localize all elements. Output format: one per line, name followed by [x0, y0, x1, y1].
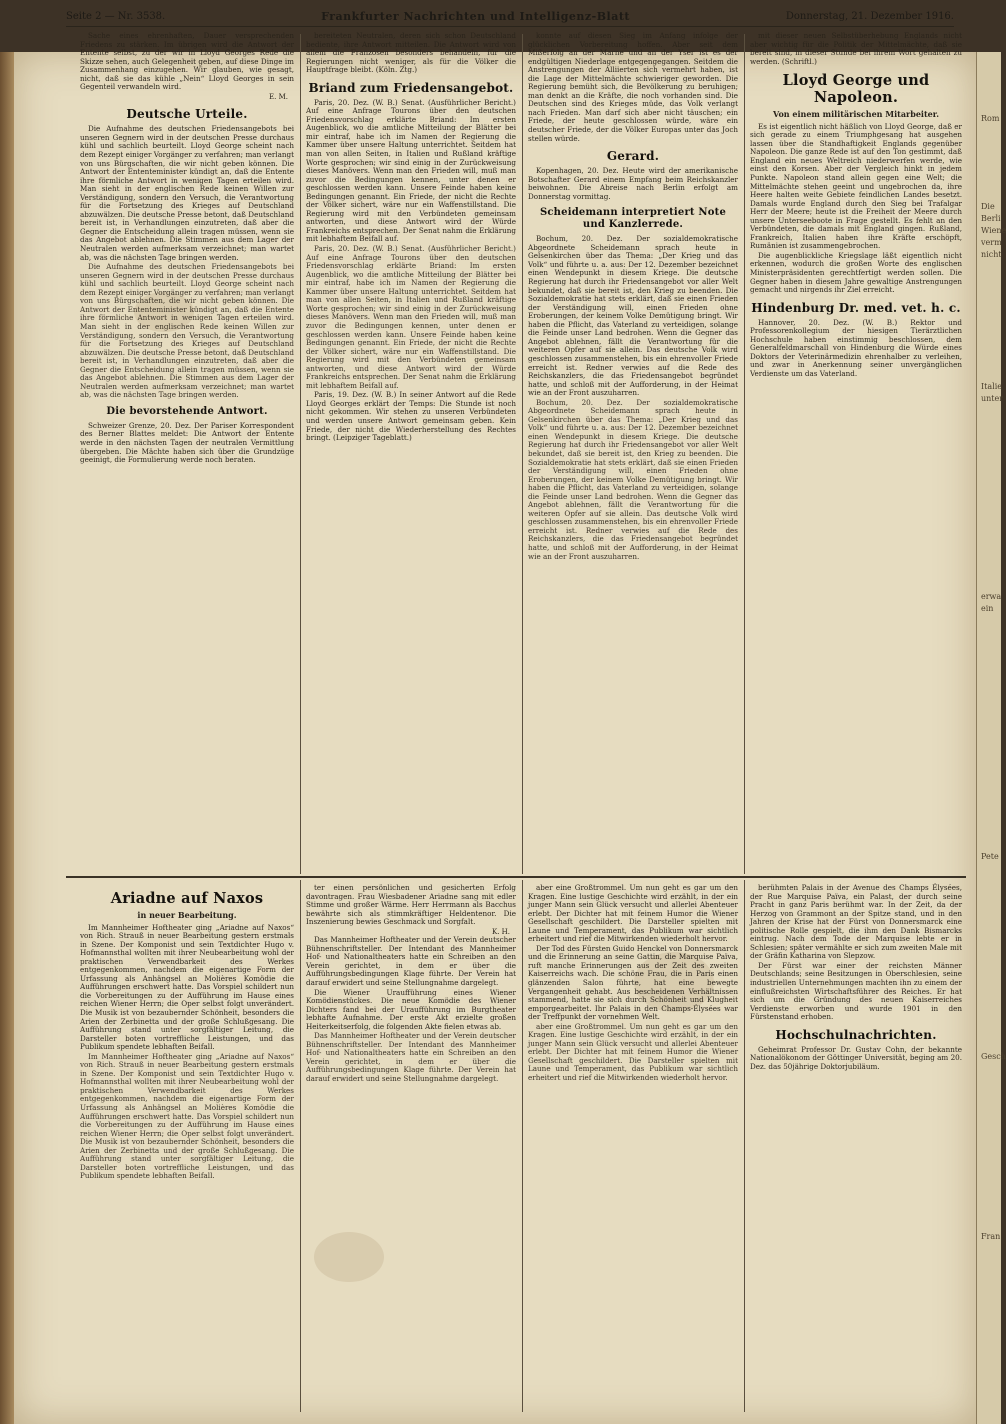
article-subhead: in neuer Bearbeitung. — [137, 910, 237, 920]
article-text: Der Tod des Fürsten Guido Henckel von Donnersmarck und die Erinnerung an seine Gattin, die Marquise Païva, ruft manche Erinnerungen aus der Zeit des zweiten Kaiserreichs wach. Die schöne Frau, die in Paris einen glänzenden Salon führte, hat eine bewegte Vergangenheit gehabt. Aus bescheidenen Verhältnissen stammend, hatte sie sich durch Schönheit und Klugheit emporgearbeitet. Ihr Palais in den Champs-Élysées war der Treffpunkt der vornehmen Welt. — [528, 943, 739, 1022]
author-signature: K. H. — [491, 927, 510, 936]
headline-scheidemann: Scheidemann interpretiert Note und Kanzlerrede. — [539, 207, 727, 231]
article-text: ter einen persönlichen und gesicherten Erfolg davontragen. Frau Wiesbadener Ariadne sang mit edler Stimme und großer Wärme. Herr Herrmann als Bacchus bewährte sich als stimmkräftiger Heldentenor. Die Inszenierung bewies Geschmack und Sorgfalt. — [306, 883, 516, 927]
article-text: aber eine Großtrommel. Um nun geht es gar um den Kragen. Eine lustige Geschichte wird erzählt, in der ein junger Mann sein Glück versucht und allerlei Abenteuer erlebt. Der Dichter hat mit feinem Humor die Wiener Gesellschaft geschildert. Die Darsteller spielten mit Laune und Temperament, das Publikum war sichtlich erheitert und rief die Mitwirkenden wiederholt hervor. — [528, 883, 738, 944]
article-text: Der Fürst war einer der reichsten Männer Deutschlands; seine Besitzungen in Oberschlesien, seine industriellen Unternehmungen machten ihn zu einem der einflußreichsten Wirtschaftsführer des Reiches. Er hat sich um die Gründung des neuen Kaiserreiches Verdienste erworben und wurde 1901 in den Fürstenstand erhoben. — [750, 960, 962, 1022]
article-text: Das Mannheimer Hoftheater und der Verein deutscher Bühnenschriftsteller. Der Intendant des Mannheimer Hof- und Nationaltheaters hatte ein Schreiben an den Verein gerichtet, in dem er über die Aufführungsbedingungen Klage führte. Der Verein hat darauf erwidert und seine Stellungnahme dargelegt. — [306, 935, 516, 988]
headline-briand: Briand zum Friedensangebot. — [308, 80, 514, 95]
article-text: Sache eines ehrenhaften, Dauer versprechenden Friedens zu stärken. Im übrigen wird die Antwort der Entente selbst, zu der wir in Lloyd Georges Rede die Skizze sehen, auch Gelegenheit geben, auf diese Dinge im Zusammenhang einzugehen. Wir glauben, wie gesagt, nicht, daß sie das kühle „Nein“ Lloyd Georges in sein Gegenteil verwandeln wird. — [80, 31, 294, 92]
column-divider — [300, 34, 301, 874]
adjacent-page-strip: Rom Die Berli Wiene verm nicht Italie unter erwa ein Pete Gesch Fran — [976, 52, 1001, 1424]
column-divider — [522, 880, 523, 1412]
article-subhead: Von einem militärischen Mitarbeiter. — [772, 109, 940, 120]
section-divider — [66, 876, 966, 878]
article-text: Bochum, 20. Dez. Der sozialdemokratische Abgeordnete Scheidemann sprach heute in Gelsenkirchen über das Thema: „Der Krieg und das Volk“ und führte u. a. aus: Der 12. Dezember bezeichnet einen Wendepunkt in diesem Kriege. Die deutsche Regierung hat durch ihr Friedensangebot vor aller Welt bekundet, daß sie bereit ist, den Krieg zu beenden. Die Sozialdemokratie hat stets erklärt, daß sie einen Frieden der Verständigung will, einen Frieden ohne Eroberungen, der keinem Volke Demütigung bringt. Wir haben die Pflicht, das Vaterland zu verteidigen, solange die Feinde unser Land bedrohen. Wenn die Gegner das Angebot ablehnen, fällt die Verantwortung für die weiteren Opfer auf sie allein. Das deutsche Volk wird geschlossen zusammenstehen, bis ein ehrenvoller Friede erreicht ist. Redner verwies auf die Rede des Reichskanzlers, die das Friedensangebot begründet hatte, und schloß mit der Aufforderung, in der Heimat wie an der Front auszuharren. — [528, 397, 738, 561]
article-text: bereiteten Neutralen, deren sich schon Deutschland bediente, ihre Antwort mitteilen. Die Antwort wird von allem die Franzosen besonders behandeln, für die Regierungen nicht weniger, als für die Völker die Hauptfrage bleibt. (Köln. Ztg.) — [306, 31, 516, 75]
column-2 — [306, 32, 516, 872]
column-4 — [750, 32, 962, 872]
headline-hindenburg: Hindenburg Dr. med. vet. h. c. — [751, 300, 961, 315]
article-text: Schweizer Grenze, 20. Dez. Der Pariser Korrespondent des Berner Blattes meldet: Die Antwort der Entente werde in den nächsten Tagen der neutralen Vermittlung übergeben. Die Mächte haben sich über die Grundzüge geeinigt, die Formulierung werde noch beraten. — [80, 420, 294, 465]
column-divider — [744, 880, 745, 1412]
author-signature: E. M. — [269, 92, 288, 101]
headline-gerard: Gerard. — [606, 149, 660, 164]
article-text: konnte auf diesen Sieg im Anfang infolge der glücklichen Vorbereitung hoffen. Aber seit dem Mißerfolg an der Marne und an der Yser ist es der endgültigen Niederlage entgegengegangen. Seitdem die Anstrengungen der Alliierten sich vermehrt haben, ist die Lage der Mittelmächte schwieriger geworden. Die Regierung bemüht sich, die Bevölkerung zu beruhigen; man denkt an die Kräfte, die noch vorhanden sind. Die Deutschen sind des Krieges müde, das Volk verlangt nach Frieden. Man darf sich aber nicht täuschen; ein Friede, der heute geschlossen würde, wäre ein deutscher Friede, der die Völker Europas unter das Joch stellen würde. — [528, 31, 738, 143]
article-text: mit dieser neuen Selbstüberhebung Englands nicht aber wichtig für die Politik der Mittelmächte, daß sie bereit sind, in dieser Stunde bei ihrem Wort gehalten zu werden. (Schriftl.) — [750, 31, 962, 66]
lower-column-1 — [80, 884, 294, 1410]
column-divider — [744, 34, 745, 874]
article-text: Im Mannheimer Hoftheater ging „Ariadne auf Naxos“ von Rich. Strauß in neuer Bearbeitung gestern erstmals in Szene. Der Komponist und sein Textdichter Hugo v. Hofmannsthal wollten mit ihrer Neubearbeitung wohl der praktischen Verwendbarkeit des Werkes entgegenkommen, nachdem die eigenartige Form der Urfassung als Anhängsel an Molières Komödie die Aufführungen erschwert hatte. Das Vorspiel schildert nun die Vorbereitungen zu der Aufführung im Hause eines reichen Wiener Herrn; die Oper selbst folgt unverändert. Die Musik ist von bezaubernder Schönheit, besonders die Arien der Zerbinetta und der große Schlußgesang. Die Aufführung stand unter sorgfältiger Leitung, die Darsteller boten vortreffliche Leistungen, und das Publikum spendete lebhaften Beifall. — [80, 1051, 294, 1181]
article-text: aber eine Großtrommel. Um nun geht es gar um den Kragen. Eine lustige Geschichte wird erzählt, in der ein junger Mann sein Glück versucht und allerlei Abenteuer erlebt. Der Dichter hat mit feinem Humor die Wiener Gesellschaft geschildert. Die Darsteller spielten mit Laune und Temperament, das Publikum war sichtlich erheitert und rief die Mitwirkenden wiederholt hervor. — [528, 1021, 738, 1083]
lower-column-3 — [528, 884, 738, 1410]
article-text: Paris, 19. Dez. (W. B.) In seiner Antwort auf die Rede Lloyd Georges erklärt der Temps: Die Stunde ist noch nicht gekommen. Wir stehen zu unseren Verbündeten und werden unsere Antwort gemeinsam geben. Kein Friede, der nicht die Wiederherstellung des Rechtes bringt. (Leipziger Tageblatt.) — [306, 390, 516, 443]
page-number: Seite 2 — Nr. 3538. — [66, 10, 166, 22]
headline-ariadne: Ariadne auf Naxos — [110, 890, 264, 907]
headline-deutsche-urteile: Deutsche Urteile. — [126, 107, 248, 122]
article-text: Bochum, 20. Dez. Der sozialdemokratische Abgeordnete Scheidemann sprach heute in Gelsenkirchen über das Thema: „Der Krieg und das Volk“ und führte u. a. aus: Der 12. Dezember bezeichnet einen Wendepunkt in diesem Kriege. Die deutsche Regierung hat durch ihr Friedensangebot vor aller Welt bekundet, daß sie bereit ist, den Krieg zu beenden. Die Sozialdemokratie hat stets erklärt, daß sie einen Frieden der Verständigung will, einen Frieden ohne Eroberungen, der keinem Volke Demütigung bringt. Wir haben die Pflicht, das Vaterland zu verteidigen, solange die Feinde unser Land bedrohen. Wenn die Gegner das Angebot ablehnen, fällt die Verantwortung für die weiteren Opfer auf sie allein. Das deutsche Volk wird geschlossen zusammenstehen, bis ein ehrenvoller Friede erreicht ist. Redner verwies auf die Rede des Reichskanzlers, die das Friedensangebot begründet hatte, und schloß mit der Aufforderung, in der Heimat wie an der Front auszuharren. — [528, 234, 738, 398]
article-text: Das Mannheimer Hoftheater und der Verein deutscher Bühnenschriftsteller. Der Intendant des Mannheimer Hof- und Nationaltheaters hatte ein Schreiben an den Verein gerichtet, in dem er über die Aufführungsbedingungen Klage führte. Der Verein hat darauf erwidert und seine Stellungnahme dargelegt. — [306, 1031, 516, 1084]
binding-edge — [0, 52, 14, 1424]
article-text: Die Wiener Uraufführung eines Wiener Komödienstückes. Die neue Komödie des Wiener Dichters fand bei der Uraufführung im Burgtheater lebhafte Aufnahme. Der erste Akt erzielte großen Heiterkeitserfolg, die folgenden Akte fielen etwas ab. — [306, 987, 516, 1031]
issue-date: Donnerstag, 21. Dezember 1916. — [785, 10, 954, 22]
article-text: Paris, 20. Dez. (W. B.) Senat. (Ausführlicher Bericht.) Auf eine Anfrage Tourons über den deutschen Friedensvorschlag erklärte Briand: Im ersten Augenblick, wo die amtliche Mitteilung der Blätter bei mir eintraf, habe ich im Namen der Regierung die Kammer über unsere Haltung unterrichtet. Seitdem hat man von allen Seiten, in Italien und Rußland kräftige Worte gesprochen; wir sind einig in der Zurückweisung dieses Manövers. Wenn man den Frieden will, muß man zuvor die Bedingungen kennen, unter denen er geschlossen werden kann. Unsere Feinde haben keine Bedingungen genannt. Ein Friede, der nicht die Rechte der Völker sichert, wäre nur ein Waffenstillstand. Die Regierung wird mit den Verbündeten gemeinsam antworten, und diese Antwort wird der Würde Frankreichs entsprechen. Der Senat nahm die Erklärung mit lebhaftem Beifall auf. — [306, 97, 516, 244]
article-text: Hannover, 20. Dez. (W. B.) Rektor und Professorenkollegium der hiesigen Tierärztlichen Hochschule haben einstimmig beschlossen, dem Generalfeldmarschall von Hindenburg die Würde eines Doktors der Veterinärmedizin ehrenhalber zu verleihen, und zwar in Anerkennung seiner unvergänglichen Verdienste um das Vaterland. — [750, 317, 962, 378]
article-text: Paris, 20. Dez. (W. B.) Senat. (Ausführlicher Bericht.) Auf eine Anfrage Tourons über den deutschen Friedensvorschlag erklärte Briand: Im ersten Augenblick, wo die amtliche Mitteilung der Blätter bei mir eintraf, habe ich im Namen der Regierung die Kammer über unsere Haltung unterrichtet. Seitdem hat man von allen Seiten, in Italien und Rußland kräftige Worte gesprochen; wir sind einig in der Zurückweisung dieses Manövers. Wenn man den Frieden will, muß man zuvor die Bedingungen kennen, unter denen er geschlossen werden kann. Unsere Feinde haben keine Bedingungen genannt. Ein Friede, der nicht die Rechte der Völker sichert, wäre nur ein Waffenstillstand. Die Regierung wird mit den Verbündeten gemeinsam antworten, und diese Antwort wird der Würde Frankreichs entsprechen. Der Senat nahm die Erklärung mit lebhaftem Beifall auf. — [306, 244, 516, 390]
newspaper-title: Frankfurter Nachrichten und Intelligenz-Blatt — [321, 9, 630, 23]
headline-bevorstehende-antwort: Die bevorstehende Antwort. — [106, 405, 268, 417]
article-text: Die augenblickliche Kriegslage läßt eigentlich nicht erkennen, wodurch die großen Worte des englischen Ministerpräsidenten gerechtfertigt werden sollen. Die Gegner haben in diesem Jahre gewaltige Anstrengungen gemacht und nirgends ihr Ziel erreicht. — [750, 250, 962, 295]
column-divider — [522, 34, 523, 874]
article-text: Die Aufnahme des deutschen Friedensangebots bei unseren Gegnern wird in der deutschen Presse durchaus kühl und sachlich beurteilt. Lloyd George scheint nach dem Rezept einiger Vorgänger zu verfahren; man verlangt von uns Bürgschaften, die wir nicht geben können. Die Antwort der Ententeminister kündigt an, daß die Entente ihre förmliche Antwort in wenigen Tagen erteilen wird. Man sieht in der englischen Rede keinen Willen zur Verständigung, sondern den Versuch, die Verantwortung für die Fortsetzung des Krieges auf Deutschland abzuwälzen. Die deutsche Presse betont, daß Deutschland bereit ist, in Verhandlungen einzutreten, daß aber die Gegner die Entscheidung allein tragen müssen, wenn sie das Angebot ablehnen. Die Stimmen aus dem Lager der Neutralen werden aufmerksam verzeichnet; man wartet ab, was die nächsten Tage bringen werden. — [80, 124, 294, 262]
article-text: Geheimrat Professor Dr. Gustav Cohn, der bekannte Nationalökonom der Göttinger Universität, beging am 20. Dez. das 50jährige Doktorjubiläum. — [750, 1044, 962, 1071]
article-text: berühmten Palais in der Avenue des Champs Élysées, der Rue Marquise Païva, ein Palast, der durch seine Pracht in ganz Paris berühmt war. In der Zeit, da der Herzog von Grammont an der Spitze stand, und in den Jahren der Krise hat der Fürst von Donnersmarck eine politische Rolle gespielt, die ihm den Dank Bismarcks eintrug. Nach dem Tode der Marquise lebte er in Schlesien; später vermählte er sich zum zweiten Male mit der Gräfin Katharina von Slepzow. — [750, 883, 962, 961]
masthead — [66, 8, 954, 27]
column-3 — [528, 32, 738, 872]
lower-column-4 — [750, 884, 962, 1410]
column-divider — [300, 880, 301, 1412]
headline-hochschulnachrichten: Hochschulnachrichten. — [775, 1027, 937, 1042]
column-1 — [80, 32, 294, 872]
article-text: Kopenhagen, 20. Dez. Heute wird der amerikanische Botschafter Gerard einem Empfang beim Reichskanzler beiwohnen. Die Abreise nach Berlin erfolgt am Donnerstag vormittag. — [528, 166, 738, 201]
lower-column-2 — [306, 884, 516, 1410]
article-text: Im Mannheimer Hoftheater ging „Ariadne auf Naxos“ von Rich. Strauß in neuer Bearbeitung gestern erstmals in Szene. Der Komponist und sein Textdichter Hugo v. Hofmannsthal wollten mit ihrer Neubearbeitung wohl der praktischen Verwendbarkeit des Werkes entgegenkommen, nachdem die eigenartige Form der Urfassung als Anhängsel an Molières Komödie die Aufführungen erschwert hatte. Das Vorspiel schildert nun die Vorbereitungen zu der Aufführung im Hause eines reichen Wiener Herrn; die Oper selbst folgt unverändert. Die Musik ist von bezaubernder Schönheit, besonders die Arien der Zerbinetta und der große Schlußgesang. Die Aufführung stand unter sorgfältiger Leitung, die Darsteller boten vortreffliche Leistungen, und das Publikum spendete lebhaften Beifall. — [80, 922, 294, 1052]
article-text: Die Aufnahme des deutschen Friedensangebots bei unseren Gegnern wird in der deutschen Presse durchaus kühl und sachlich beurteilt. Lloyd George scheint nach dem Rezept einiger Vorgänger zu verfahren; man verlangt von uns Bürgschaften, die wir nicht geben können. Die Antwort der Ententeminister kündigt an, daß die Entente ihre förmliche Antwort in wenigen Tagen erteilen wird. Man sieht in der englischen Rede keinen Willen zur Verständigung, sondern den Versuch, die Verantwortung für die Fortsetzung des Krieges auf Deutschland abzuwälzen. Die deutsche Presse betont, daß Deutschland bereit ist, in Verhandlungen einzutreten, daß aber die Gegner die Entscheidung allein tragen müssen, wenn sie das Angebot ablehnen. Die Stimmen aus dem Lager der Neutralen werden aufmerksam verzeichnet; man wartet ab, was die nächsten Tage bringen werden. — [80, 262, 294, 400]
headline-lloyd-george-napoleon: Lloyd George und Napoleon. — [782, 72, 930, 107]
article-text: Es ist eigentlich nicht häßlich von Lloyd George, daß er sich gerade zu einem Triumphgesang hat ausgehen lassen über die Standhaftigkeit Englands gegenüber Napoleon. Die ganze Rede ist auf den Ton gestimmt, daß England ein neues Weltreich niederwerfen werde, wie einst den Korsen. Aber der Vergleich hinkt in jedem Punkte. Napoleon stand allein gegen eine Welt; die Mittelmächte stehen geeint und ungebrochen da, ihre Heere halten weite Gebiete feindlichen Landes besetzt. Damals wurde England durch den Sieg bei Trafalgar Herr der Meere; heute ist die Freiheit der Meere durch unsere Unterseeboote in Frage gestellt. Es fehlt an den Verbündeten, die damals mit England gingen. Rußland, Frankreich, Italien haben ihre Kräfte erschöpft, Rumänien ist zusammengebrochen. — [750, 121, 962, 251]
